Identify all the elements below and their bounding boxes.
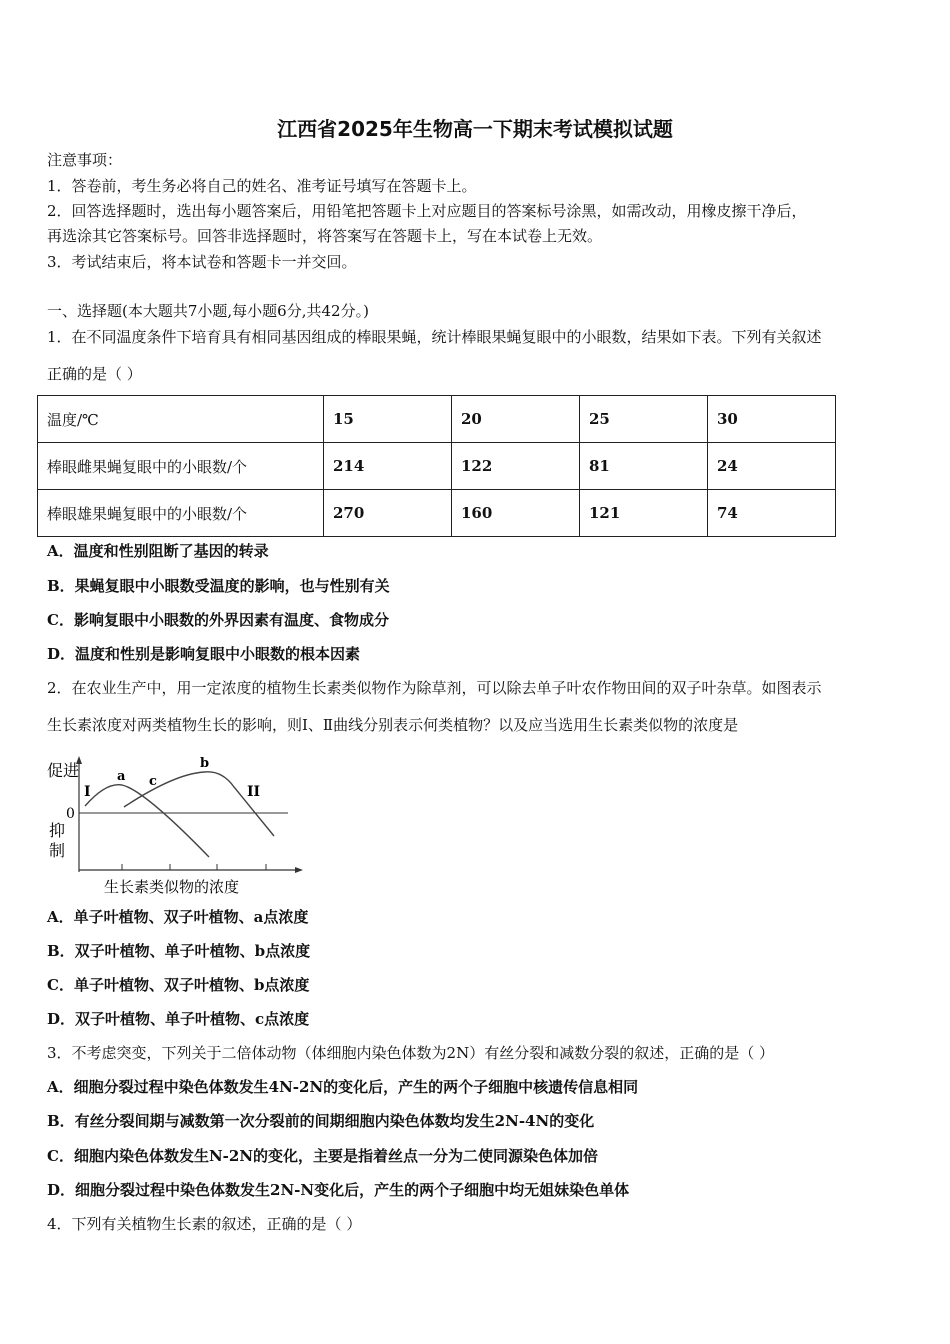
curve-ii bbox=[124, 772, 274, 836]
section-heading: 一、选择题(本大题共7小题,每小题6分,共42分。) bbox=[47, 302, 369, 320]
table-row bbox=[38, 443, 836, 490]
q2-option-c: C．单子叶植物、双子叶植物、b点浓度 bbox=[47, 976, 310, 994]
table-cell: 214 bbox=[324, 443, 452, 490]
q2-option-a: A．单子叶植物、双子叶植物、a点浓度 bbox=[47, 908, 309, 926]
x-axis-arrow bbox=[295, 867, 303, 873]
table-cell: 棒眼雌果蝇复眼中的小眼数/个 bbox=[38, 443, 324, 490]
q2-stem: 生长素浓度对两类植物生长的影响，则Ⅰ、Ⅱ曲线分别表示何类植物？以及应当选用生长素类似物的浓度是 bbox=[47, 716, 739, 734]
q3-option-a: A．细胞分裂过程中染色体数发生4N-2N的变化后，产生的两个子细胞中核遗传信息相同 bbox=[47, 1078, 639, 1096]
x-axis-label: 生长素类似物的浓度 bbox=[104, 878, 240, 896]
q2-figure bbox=[44, 752, 304, 902]
y-label-inhibit-2: 制 bbox=[49, 841, 66, 860]
curve-i bbox=[85, 785, 209, 857]
table-cell: 20 bbox=[452, 396, 580, 443]
q1-stem: 1．在不同温度条件下培育具有相同基因组成的棒眼果蝇，统计棒眼果蝇复眼中的小眼数，结果如下表。下列有关叙述 bbox=[47, 328, 822, 346]
q3-stem: 3．不考虑突变，下列关于二倍体动物（体细胞内染色体数为2N）有丝分裂和减数分裂的叙述，正确的是（ ） bbox=[47, 1044, 774, 1062]
table-cell: 15 bbox=[324, 396, 452, 443]
point-c-label: c bbox=[149, 774, 157, 789]
q3-option-b: B．有丝分裂间期与减数第一次分裂前的间期细胞内染色体数均发生2N-4N的变化 bbox=[47, 1112, 595, 1130]
q1-option-b: B．果蝇复眼中小眼数受温度的影响，也与性别有关 bbox=[47, 577, 390, 595]
q3-option-d: D．细胞分裂过程中染色体数发生2N-N变化后，产生的两个子细胞中均无姐妹染色单体 bbox=[47, 1181, 630, 1199]
q2-option-b: B．双子叶植物、单子叶植物、b点浓度 bbox=[47, 942, 311, 960]
y-label-inhibit-1: 抑 bbox=[49, 821, 66, 840]
notice-item: 再选涂其它答案标号。回答非选择题时，将答案写在答题卡上，写在本试卷上无效。 bbox=[47, 227, 603, 245]
table-cell: 30 bbox=[708, 396, 836, 443]
q1-option-c: C．影响复眼中小眼数的外界因素有温度、食物成分 bbox=[47, 611, 389, 629]
y-label-promote: 促进 bbox=[47, 761, 80, 780]
table-cell: 270 bbox=[324, 490, 452, 537]
curve-ii-label: II bbox=[247, 784, 261, 800]
q2-stem: 2．在农业生产中，用一定浓度的植物生长素类似物作为除草剂，可以除去单子叶农作物田间的双子叶杂草。如图表示 bbox=[47, 679, 822, 697]
notice-item: 3．考试结束后，将本试卷和答题卡一并交回。 bbox=[47, 253, 357, 271]
page-title: 江西省2025年生物高一下期末考试模拟试题 bbox=[277, 117, 673, 141]
point-b-label: b bbox=[200, 756, 210, 771]
curve-i-label: I bbox=[84, 784, 91, 800]
q2-option-d: D．双子叶植物、单子叶植物、c点浓度 bbox=[47, 1010, 310, 1028]
table-cell: 122 bbox=[452, 443, 580, 490]
point-a-label: a bbox=[117, 769, 126, 784]
table-cell: 25 bbox=[580, 396, 708, 443]
q1-stem: 正确的是（ ） bbox=[47, 365, 142, 383]
table-cell: 74 bbox=[708, 490, 836, 537]
notice-heading: 注意事项： bbox=[47, 151, 123, 169]
table-cell: 棒眼雄果蝇复眼中的小眼数/个 bbox=[38, 490, 324, 537]
table-cell: 81 bbox=[580, 443, 708, 490]
q4-stem: 4．下列有关植物生长素的叙述，正确的是（ ） bbox=[47, 1215, 362, 1233]
y-label-zero: 0 bbox=[66, 806, 75, 822]
table-cell: 24 bbox=[708, 443, 836, 490]
q1-table bbox=[37, 395, 836, 537]
table-cell: 温度/℃ bbox=[38, 396, 324, 443]
table-row bbox=[38, 490, 836, 537]
q1-option-a: A．温度和性别阻断了基因的转录 bbox=[47, 542, 269, 560]
table-cell: 160 bbox=[452, 490, 580, 537]
table-row bbox=[38, 396, 836, 443]
q1-option-d: D．温度和性别是影响复眼中小眼数的根本因素 bbox=[47, 645, 361, 663]
q3-option-c: C．细胞内染色体数发生N-2N的变化，主要是指着丝点一分为二使同源染色体加倍 bbox=[47, 1147, 599, 1165]
notice-item: 2．回答选择题时，选出每小题答案后，用铅笔把答题卡上对应题目的答案标号涂黑，如需改动，用橡皮擦干净后， bbox=[47, 202, 807, 220]
table-cell: 121 bbox=[580, 490, 708, 537]
notice-item: 1．答卷前，考生务必将自己的姓名、准考证号填写在答题卡上。 bbox=[47, 177, 477, 195]
